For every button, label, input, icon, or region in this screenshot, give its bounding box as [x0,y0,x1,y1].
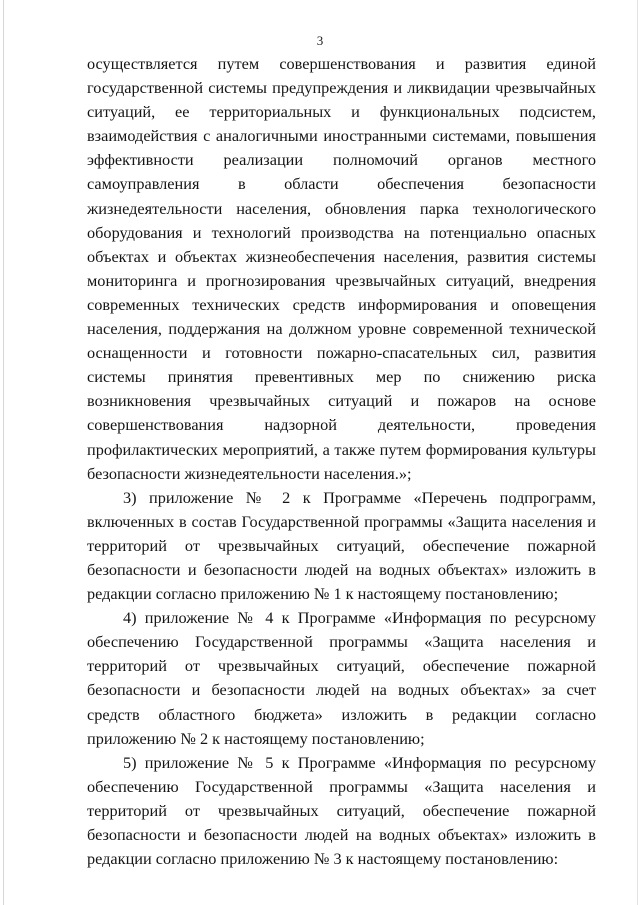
scan-edge-right [637,0,638,905]
scan-edge-left [3,0,4,905]
paragraph-item-5: 5) приложение № 5 к Программе «Информация по ресурсному обеспечению Государственной программы «Защита населения и территорий от чрезвычайных ситуаций, обеспечение пожарной безопасности и безопасности людей на водных объектах» изложить в редакции согласно приложению № 3 к настоящему постановлению: [87,752,596,869]
paragraph-continuation: осуществляется путем совершенствования и развития единой государственной системы предупреждения и ликвидации чрезвычайных ситуаций, ее территориальных и функциональных подсистем, взаимодействия с аналогичными иностранными системами, повышения эффективности реализации полномочий органов местного самоуправления в области обеспечения безопасности жизнедеятельности населения, обновления парка технологического оборудования и технологий производства на потенциально опасных объектах и объектах жизнеобеспечения населения, развития системы мониторинга и прогнозирования чрезвычайных ситуаций, внедрения современных технических средств информирования и оповещения населения, поддержания на должном уровне современной технической оснащенности и готовности пожарно-спасательных сил, развития системы принятия превентивных мер по снижению риска возникновения чрезвычайных ситуаций и пожаров на основе совершенствования надзорной деятельности, проведения профилактических мероприятий, а также путем формирования культуры безопасности жизнедеятельности населения.»; [87,54,596,483]
paragraph-item-3: 3) приложение № 2 к Программе «Перечень подпрограмм, включенных в состав Государственной программы «Защита населения и территорий от чрезвычайных ситуаций, обеспечение пожарной безопасности и безопасности людей на водных объектах» изложить в редакции согласно приложению № 1 к настоящему постановлению; [87,487,596,604]
document-body [87,52,596,871]
paragraph-item-4: 4) приложение № 4 к Программе «Информация по ресурсному обеспечению Государственной программы «Защита населения и территорий от чрезвычайных ситуаций, обеспечение пожарной безопасности и безопасности людей на водных объектах» за счет средств областного бюджета» изложить в редакции согласно приложению № 2 к настоящему постановлению; [87,608,596,748]
page-number: 3 [316,33,324,48]
